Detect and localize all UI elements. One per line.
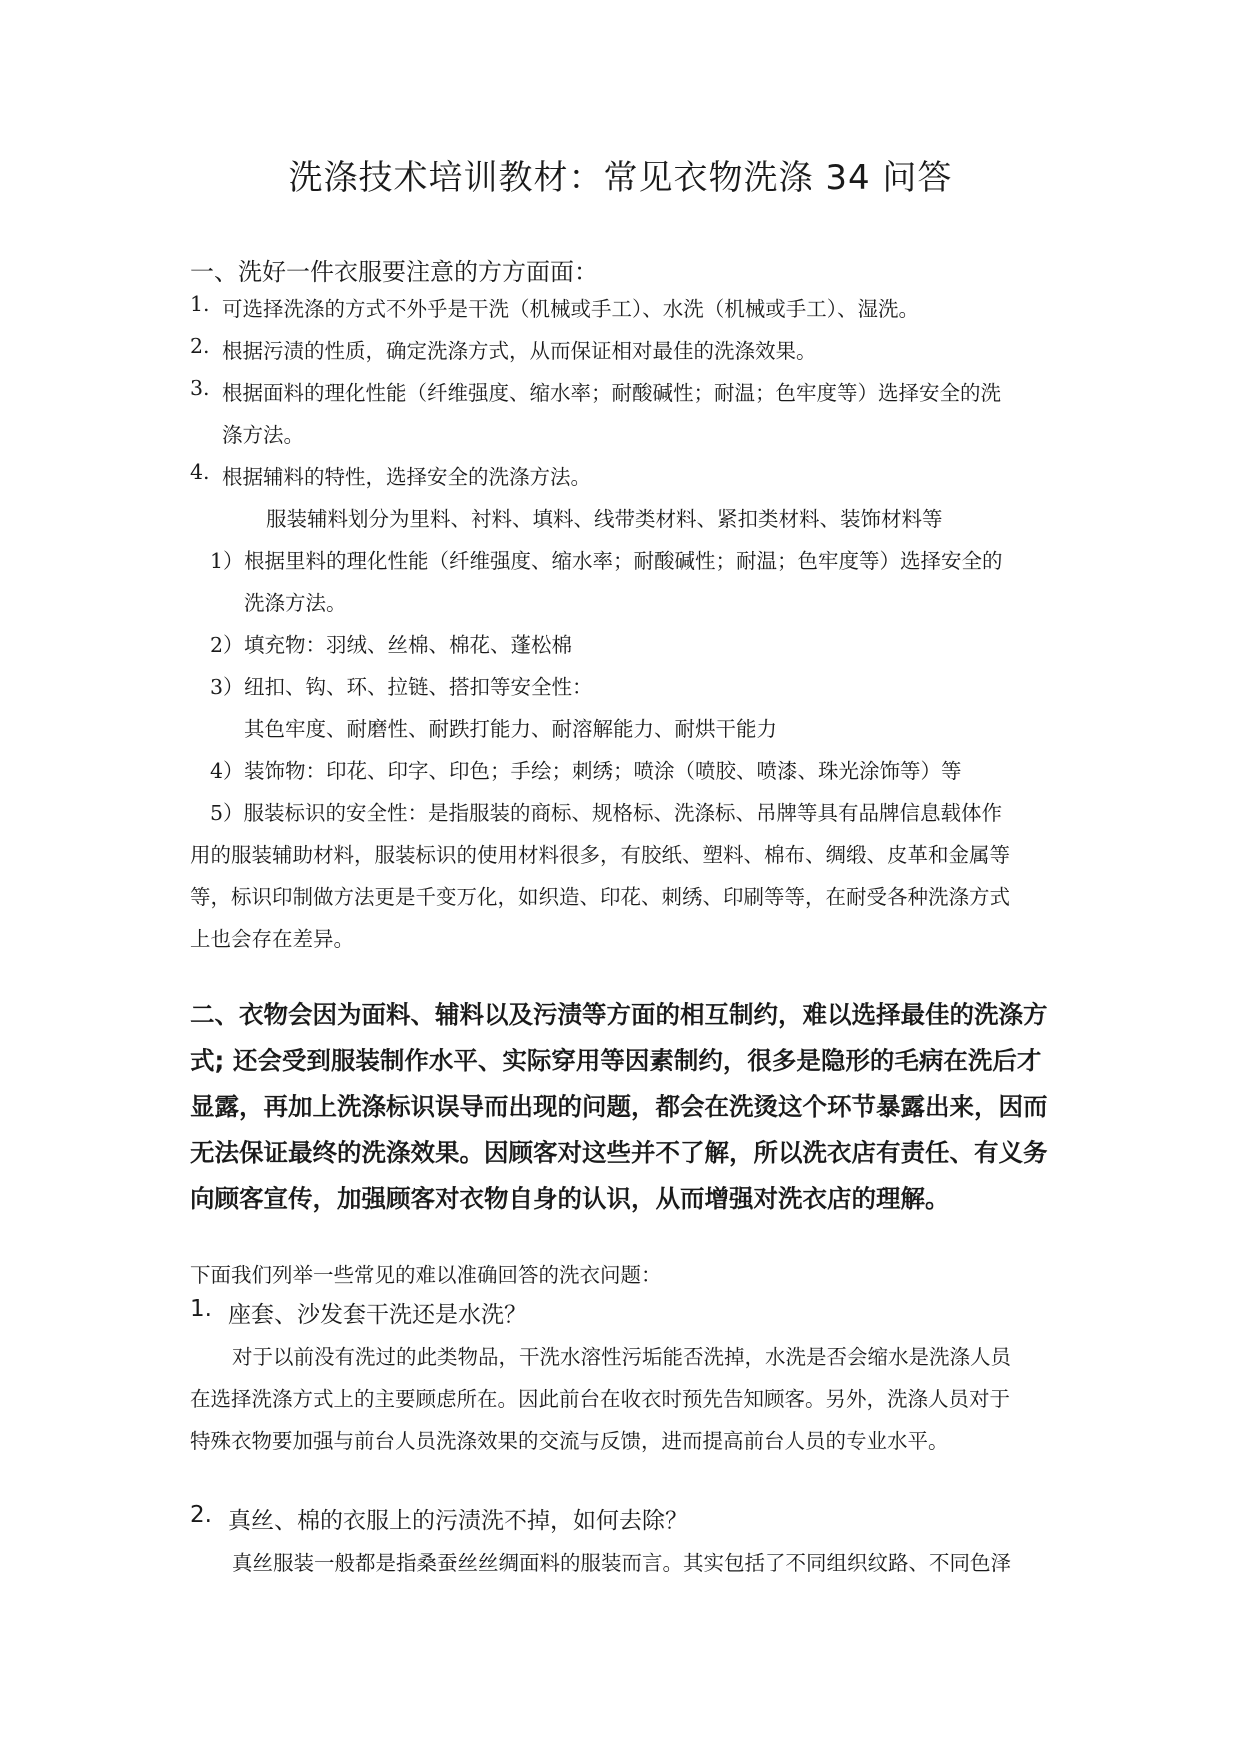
section2-line: 式; 还会受到服装制作水平、实际穿用等因素制约，很多是隐形的毛病在洗后才: [190, 1046, 1042, 1075]
question-title: 座套、沙发套干洗还是水洗？: [228, 1302, 527, 1328]
section2-line: 二、衣物会因为面料、辅料以及污渍等方面的相互制约，难以选择最佳的洗涤方: [190, 1000, 1048, 1029]
answer-line: 在选择洗涤方式上的主要顾虑所在。因此前台在收衣时预先告知顾客。另外，洗涤人员对于: [190, 1387, 1010, 1411]
answer-line: 对于以前没有洗过的此类物品，干洗水溶性污垢能否洗掉，水洗是否会缩水是洗涤人员: [232, 1345, 1011, 1369]
section2-line: 无法保证最终的洗涤效果。因顾客对这些并不了解，所以洗衣店有责任、有义务: [190, 1138, 1048, 1167]
item-number: 1.: [190, 292, 210, 316]
document-title: 洗涤技术培训教材：常见衣物洗涤 34 问答: [288, 158, 953, 198]
item-text: 根据辅料的特性，选择安全的洗涤方法。: [222, 465, 591, 489]
sub-item-text: 填充物：羽绒、丝棉、棉花、蓬松棉: [244, 633, 572, 657]
question-number: 1.: [190, 1296, 212, 1322]
section1-heading: 一、洗好一件衣服要注意的方方面面：: [190, 258, 598, 286]
sub-item-number: 3）: [210, 675, 244, 699]
item-number: 2.: [190, 334, 210, 358]
sub-item-text: 装饰物：印花、印字、印色；手绘；刺绣；喷涂（喷胶、喷漆、珠光涂饰等）等: [244, 759, 962, 783]
paragraph-line: 等，标识印制做方法更是千变万化，如织造、印花、刺绣、印刷等等，在耐受各种洗涤方式: [190, 885, 1010, 909]
section2-line: 显露，再加上洗涤标识误导而出现的问题，都会在洗烫这个环节暴露出来，因而: [190, 1092, 1048, 1121]
sub-item-text-continued: 其色牢度、耐磨性、耐跌打能力、耐溶解能力、耐烘干能力: [244, 717, 777, 741]
item-text: 根据污渍的性质，确定洗涤方式，从而保证相对最佳的洗涤效果。: [222, 339, 817, 363]
sub-item-number: 1）: [210, 549, 244, 573]
paragraph-line: 上也会存在差异。: [190, 927, 354, 951]
paragraph-line: 用的服装辅助材料，服装标识的使用材料很多，有胶纸、塑料、棉布、绸缎、皮革和金属等: [190, 843, 1010, 867]
sub-item-number: 4）: [210, 759, 244, 783]
answer-line: 真丝服装一般都是指桑蚕丝丝绸面料的服装而言。其实包括了不同组织纹路、不同色泽: [232, 1551, 1011, 1575]
item-number: 3.: [190, 376, 210, 400]
item-number: 4.: [190, 460, 210, 484]
sub-item-text: 纽扣、钩、环、拉链、搭扣等安全性：: [244, 675, 593, 699]
question-title: 真丝、棉的衣服上的污渍洗不掉，如何去除？: [228, 1508, 688, 1534]
answer-line: 特殊衣物要加强与前台人员洗涤效果的交流与反馈，进而提高前台人员的专业水平。: [190, 1429, 949, 1453]
questions-intro: 下面我们列举一些常见的难以准确回答的洗衣问题：: [190, 1263, 662, 1287]
item-text: 根据面料的理化性能（纤维强度、缩水率；耐酸碱性；耐温；色牢度等）选择安全的洗: [222, 381, 1001, 405]
sub-item-text-continued: 洗涤方法。: [244, 591, 347, 615]
item-text: 可选择洗涤的方式不外乎是干洗（机械或手工）、水洗（机械或手工）、湿洗。: [222, 297, 919, 321]
sub-item-number: 2）: [210, 633, 244, 657]
item-text-continued: 涤方法。: [222, 423, 304, 447]
paragraph-line: 5）服装标识的安全性：是指服装的商标、规格标、洗涤标、吊牌等具有品牌信息载体作: [210, 801, 1003, 825]
question-number: 2.: [190, 1502, 212, 1528]
auxiliary-intro: 服装辅料划分为里料、衬料、填料、线带类材料、紧扣类材料、装饰材料等: [266, 507, 943, 531]
section2-line: 向顾客宣传，加强顾客对衣物自身的认识，从而增强对洗衣店的理解。: [190, 1184, 950, 1213]
sub-item-text: 根据里料的理化性能（纤维强度、缩水率；耐酸碱性；耐温；色牢度等）选择安全的: [244, 549, 1003, 573]
